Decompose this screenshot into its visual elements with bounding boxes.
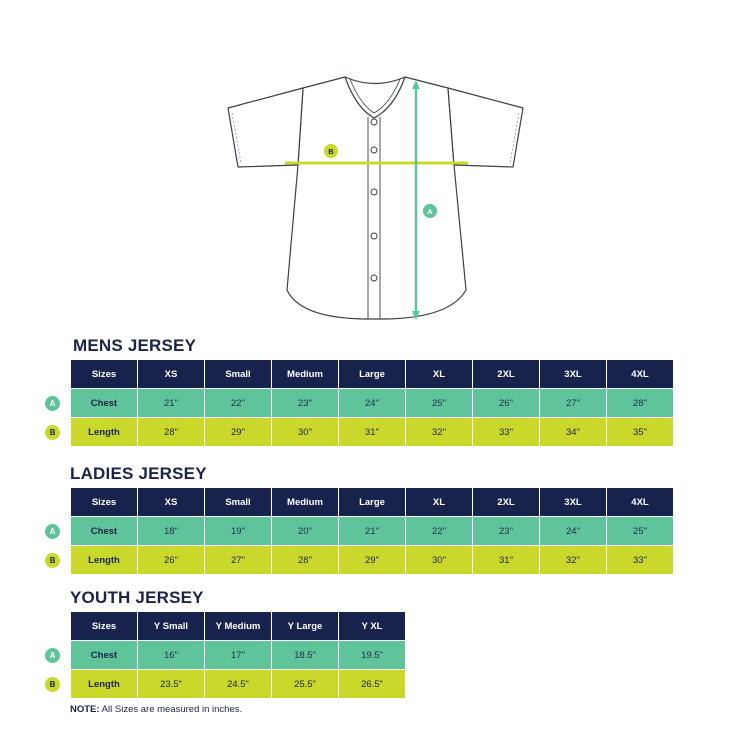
- jersey-right-sleeve: [448, 88, 523, 167]
- mens-chest-label: Chest: [71, 389, 137, 418]
- youth-length-cell: 25.5": [272, 670, 338, 699]
- ladies-size-cell: 2XL: [473, 488, 539, 517]
- ladies-chest-cell: 21": [339, 517, 405, 546]
- mens-size-cell: 3XL: [540, 360, 606, 389]
- ladies-chest-cell: 20": [272, 517, 338, 546]
- jersey-diagram: [0, 0, 750, 330]
- ladies-length-label: Length: [71, 546, 137, 575]
- mens-length-cell: 30": [272, 418, 338, 447]
- note-text: All Sizes are measured in inches.: [99, 704, 243, 715]
- mens-size-cell: 2XL: [473, 360, 539, 389]
- note-label: NOTE:: [70, 704, 100, 715]
- youth-chest-cell: 18.5": [272, 641, 338, 670]
- ladies-chest-label: Chest: [71, 517, 137, 546]
- ladies-size-cell: XL: [406, 488, 472, 517]
- ladies-size-cell: Small: [205, 488, 271, 517]
- mens-chest-cell: 26": [473, 389, 539, 418]
- mens-size-cell: Large: [339, 360, 405, 389]
- ladies-length-cell: 30": [406, 546, 472, 575]
- ladies-size-cell: 3XL: [540, 488, 606, 517]
- youth-chest-cell: 19.5": [339, 641, 405, 670]
- ladies-chest-cell: 19": [205, 517, 271, 546]
- ladies-length-cell: 31": [473, 546, 539, 575]
- youth-length-cell: 24.5": [205, 670, 271, 699]
- ladies-size-table: [70, 488, 674, 575]
- mens-length-cell: 29": [205, 418, 271, 447]
- youth-length-marker: B: [45, 677, 60, 692]
- mens-length-cell: 35": [607, 418, 673, 447]
- mens-length-cell: 34": [540, 418, 606, 447]
- mens-jersey-title: MENS JERSEY: [73, 336, 197, 355]
- mens-chest-marker: A: [45, 396, 60, 411]
- mens-sizes-row: [71, 360, 673, 389]
- ladies-jersey-title: LADIES JERSEY: [70, 464, 207, 483]
- youth-length-cell: 26.5": [339, 670, 405, 699]
- mens-chest-cell: 25": [406, 389, 472, 418]
- ladies-length-cell: 26": [138, 546, 204, 575]
- ladies-length-marker: B: [45, 553, 60, 568]
- ladies-chest-cell: 25": [607, 517, 673, 546]
- ladies-length-row: [71, 546, 673, 575]
- mens-chest-cell: 22": [205, 389, 271, 418]
- ladies-size-cell: Large: [339, 488, 405, 517]
- mens-length-label: Length: [71, 418, 137, 447]
- youth-chest-marker: A: [45, 648, 60, 663]
- mens-size-cell: Medium: [272, 360, 338, 389]
- mens-chest-cell: 27": [540, 389, 606, 418]
- youth-chest-row: [71, 641, 405, 670]
- mens-length-cell: 28": [138, 418, 204, 447]
- ladies-sizes-label: Sizes: [71, 488, 137, 517]
- youth-length-label: Length: [71, 670, 137, 699]
- youth-size-cell: Y Large: [272, 612, 338, 641]
- jersey-left-sleeve: [228, 88, 303, 167]
- jersey-body-outline: [287, 77, 466, 319]
- mens-chest-row: [71, 389, 673, 418]
- mens-length-cell: 32": [406, 418, 472, 447]
- ladies-size-cell: Medium: [272, 488, 338, 517]
- mens-size-table: [70, 360, 674, 447]
- youth-chest-label: Chest: [71, 641, 137, 670]
- youth-size-cell: Y Small: [138, 612, 204, 641]
- youth-length-row: [71, 670, 405, 699]
- ladies-size-cell: XS: [138, 488, 204, 517]
- mens-size-cell: Small: [205, 360, 271, 389]
- youth-sizes-label: Sizes: [71, 612, 137, 641]
- ladies-size-cell: 4XL: [607, 488, 673, 517]
- youth-size-cell: Y XL: [339, 612, 405, 641]
- youth-size-cell: Y Medium: [205, 612, 271, 641]
- mens-chest-cell: 21": [138, 389, 204, 418]
- youth-chest-cell: 16": [138, 641, 204, 670]
- mens-length-marker: B: [45, 425, 60, 440]
- mens-length-cell: 31": [339, 418, 405, 447]
- measurement-note: [70, 704, 242, 715]
- diagram-marker-a: A: [427, 207, 433, 216]
- ladies-sizes-row: [71, 488, 673, 517]
- mens-chest-cell: 24": [339, 389, 405, 418]
- mens-length-row: [71, 418, 673, 447]
- youth-jersey-title: YOUTH JERSEY: [70, 588, 204, 607]
- ladies-length-cell: 32": [540, 546, 606, 575]
- diagram-marker-b: B: [328, 147, 334, 156]
- ladies-chest-cell: 22": [406, 517, 472, 546]
- mens-length-cell: 33": [473, 418, 539, 447]
- mens-size-cell: 4XL: [607, 360, 673, 389]
- mens-chest-cell: 28": [607, 389, 673, 418]
- mens-chest-cell: 23": [272, 389, 338, 418]
- ladies-chest-cell: 23": [473, 517, 539, 546]
- ladies-length-cell: 27": [205, 546, 271, 575]
- ladies-length-cell: 28": [272, 546, 338, 575]
- ladies-chest-cell: 24": [540, 517, 606, 546]
- youth-sizes-row: [71, 612, 405, 641]
- youth-length-cell: 23.5": [138, 670, 204, 699]
- mens-size-cell: XS: [138, 360, 204, 389]
- ladies-chest-marker: A: [45, 524, 60, 539]
- ladies-chest-row: [71, 517, 673, 546]
- mens-size-cell: XL: [406, 360, 472, 389]
- youth-chest-cell: 17": [205, 641, 271, 670]
- ladies-length-cell: 29": [339, 546, 405, 575]
- ladies-chest-cell: 18": [138, 517, 204, 546]
- mens-sizes-label: Sizes: [71, 360, 137, 389]
- youth-size-table: [70, 612, 406, 699]
- ladies-length-cell: 33": [607, 546, 673, 575]
